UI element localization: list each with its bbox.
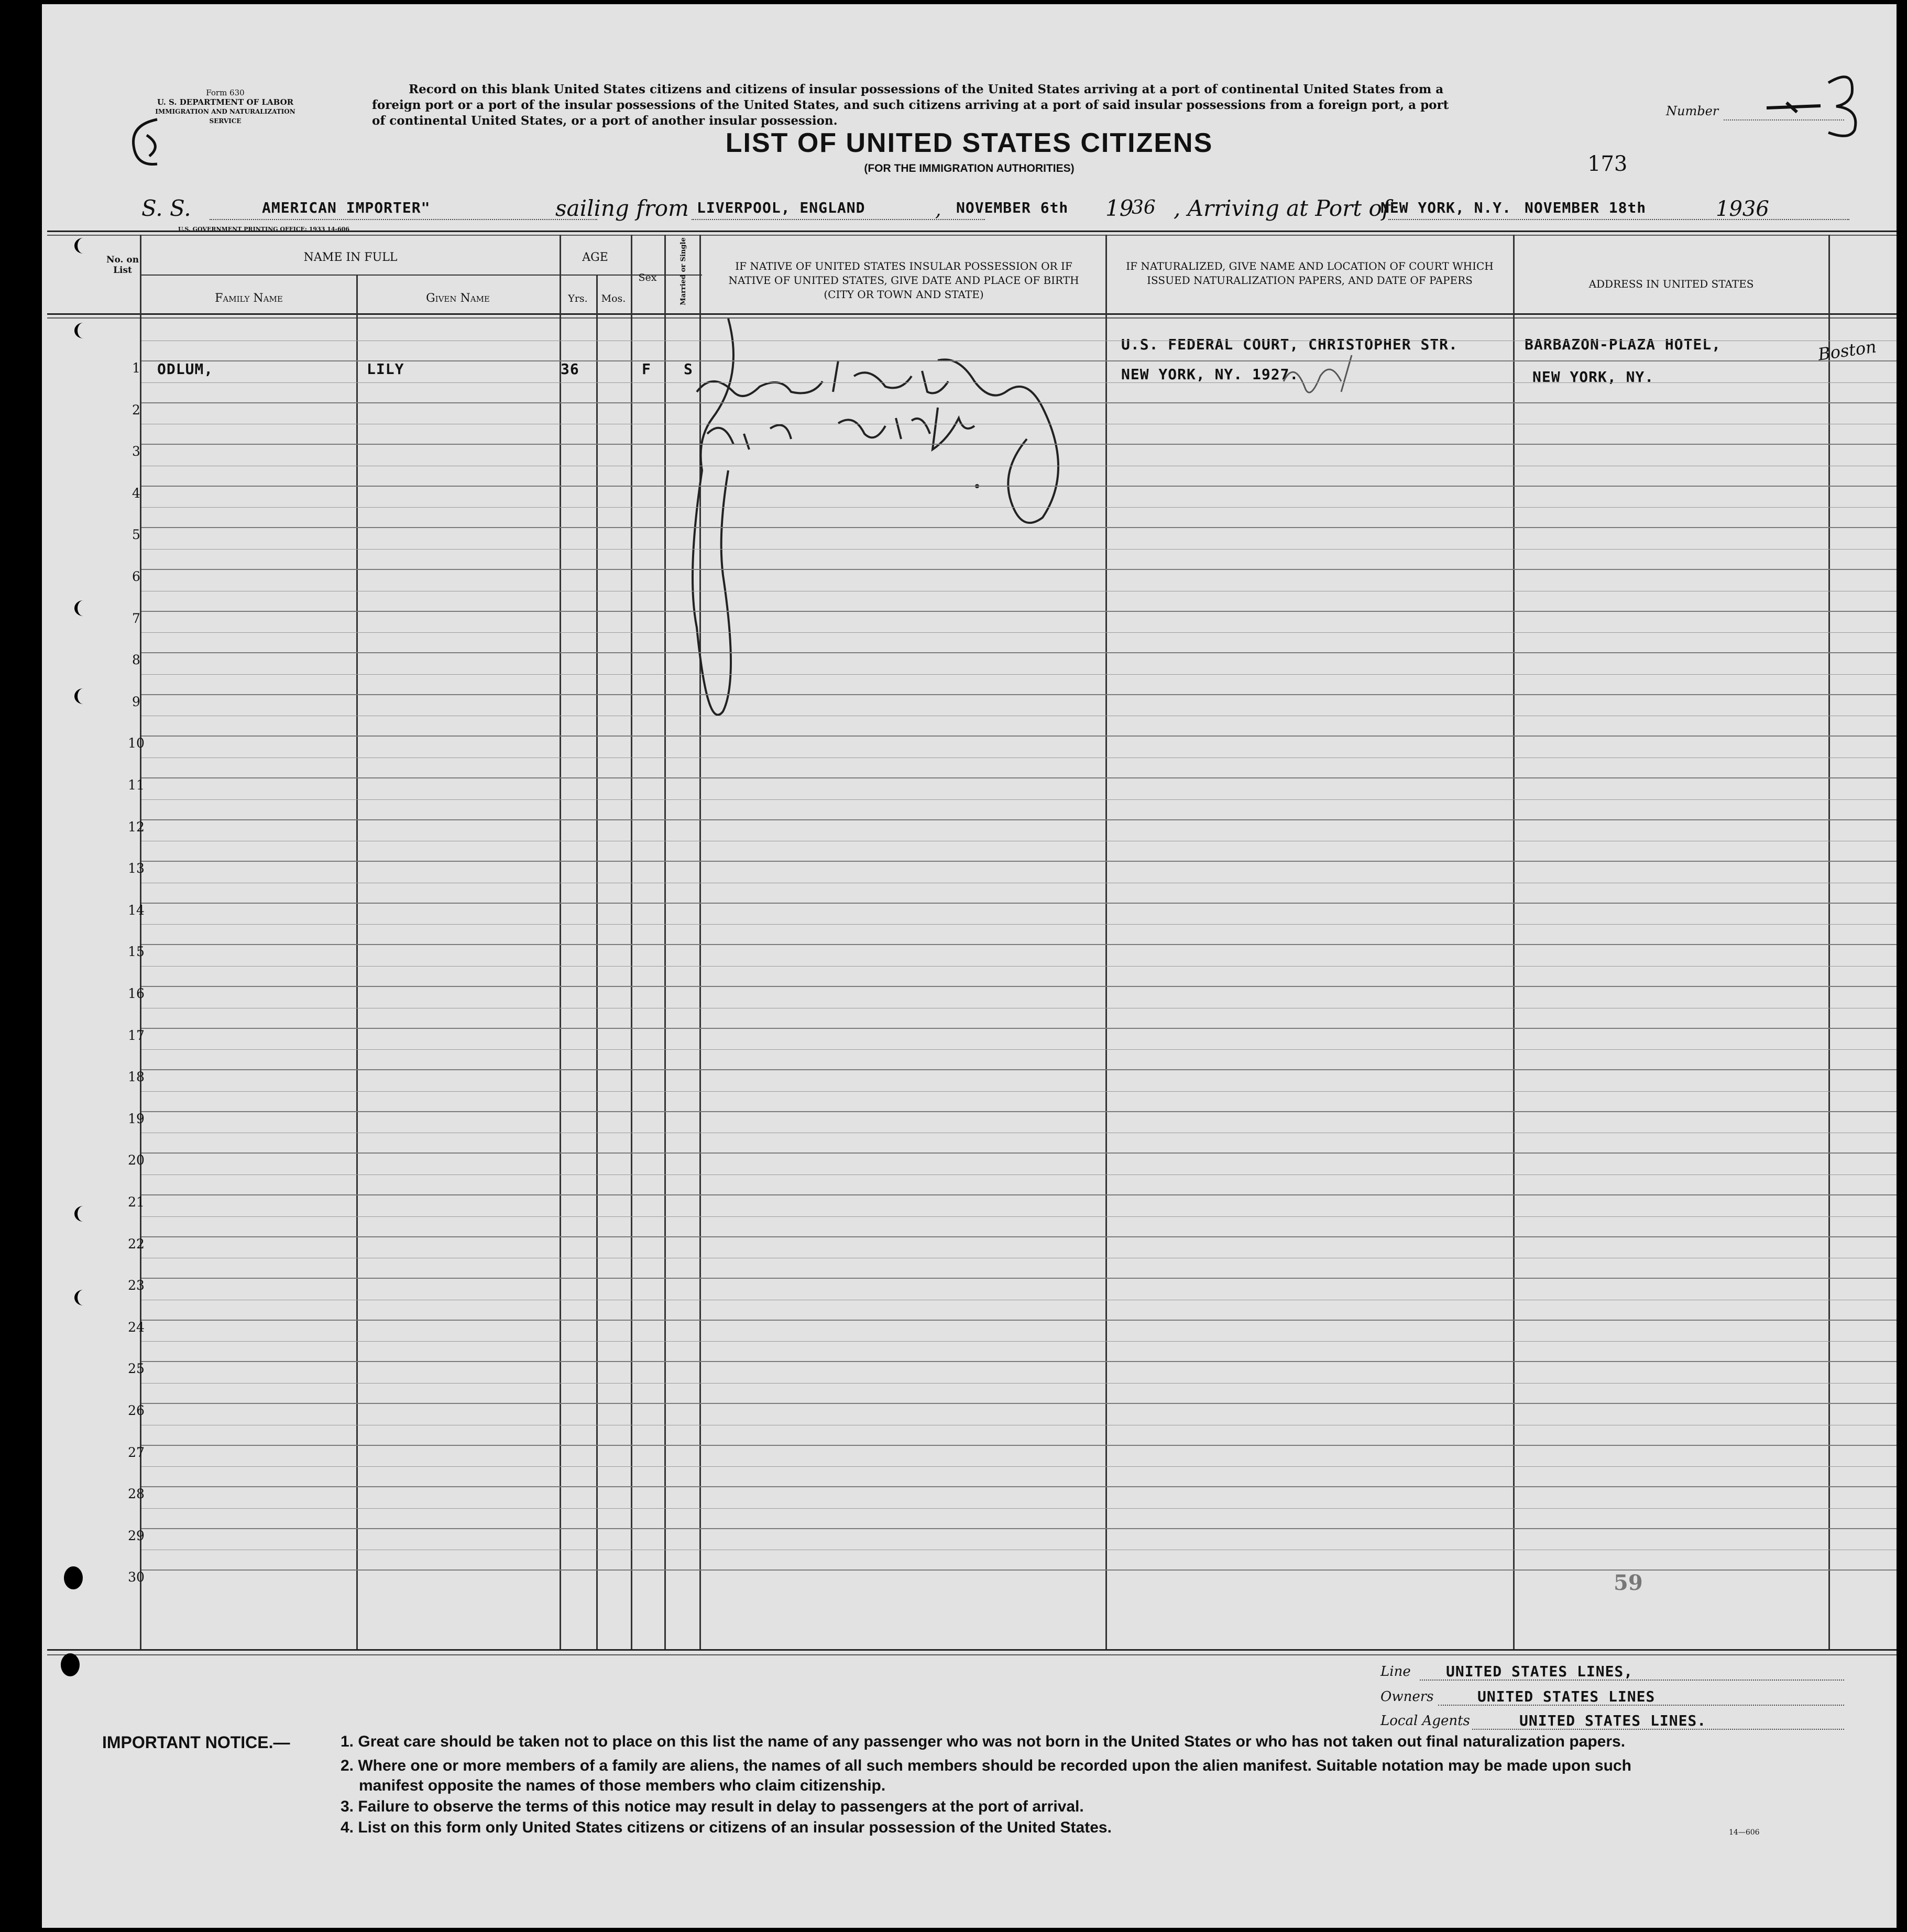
row-rule-thin bbox=[141, 924, 1897, 925]
from-port: LIVERPOOL, ENGLAND bbox=[697, 199, 865, 216]
punch-hole bbox=[74, 323, 92, 338]
row-rule bbox=[141, 1278, 1897, 1279]
table-bottom-rule-inner bbox=[47, 1654, 1897, 1655]
year-prefix: 19 bbox=[1105, 195, 1134, 221]
row-number: 16 bbox=[128, 986, 145, 1001]
arrival-line bbox=[1388, 219, 1849, 220]
row-number: 13 bbox=[128, 861, 145, 876]
row-rule bbox=[141, 652, 1897, 653]
row-number: 8 bbox=[132, 652, 140, 667]
ship-name: AMERICAN IMPORTER" bbox=[262, 199, 431, 216]
row-number: 7 bbox=[132, 611, 140, 626]
row-rule bbox=[141, 402, 1897, 403]
punch-hole bbox=[74, 600, 92, 616]
form-number: Form 630 bbox=[206, 88, 245, 97]
row-rule bbox=[141, 1111, 1897, 1112]
row-rule bbox=[141, 1236, 1897, 1237]
header-given-name: Given Name bbox=[426, 292, 490, 305]
printer-note: U.S. GOVERNMENT PRINTING OFFICE: 1933 14-606 bbox=[178, 226, 350, 233]
col-line-given bbox=[560, 235, 561, 1649]
sailing-from-label: sailing from bbox=[555, 195, 689, 221]
row-rule bbox=[141, 819, 1897, 820]
notice-item-4: 4. List on this form only United States citizens or citizens of an insular possession of the United States. bbox=[341, 1819, 1112, 1836]
ss-label: S. S. bbox=[141, 195, 191, 221]
row-number: 5 bbox=[132, 527, 140, 542]
header-sex: Sex bbox=[638, 272, 657, 283]
header-name-in-full: NAME IN FULL bbox=[303, 251, 398, 264]
comma-separator: , bbox=[935, 199, 941, 221]
row-rule bbox=[141, 569, 1897, 570]
owners-label: Owners bbox=[1380, 1689, 1434, 1705]
header-age: AGE bbox=[582, 251, 608, 264]
header-married-or-single: Married or Single bbox=[679, 237, 687, 305]
row-rule bbox=[141, 1194, 1897, 1195]
row-rule bbox=[141, 527, 1897, 528]
row-rule-thin bbox=[141, 382, 1897, 383]
row-number: 11 bbox=[128, 777, 145, 793]
row-number: 21 bbox=[128, 1194, 145, 1210]
row-number: 15 bbox=[128, 944, 145, 959]
row-rule bbox=[141, 861, 1897, 862]
row-rule bbox=[141, 986, 1897, 987]
punch-hole bbox=[74, 238, 92, 254]
punch-hole bbox=[64, 1566, 83, 1589]
row-number: 19 bbox=[128, 1111, 145, 1126]
row-number: 10 bbox=[128, 736, 145, 751]
row-rule-thin bbox=[141, 632, 1897, 633]
number-strike bbox=[1766, 98, 1823, 114]
notice-item-3: 3. Failure to observe the terms of this notice may result in delay to passengers at the port of arrival. bbox=[341, 1798, 1084, 1815]
row-rule-thin bbox=[141, 1216, 1897, 1217]
row-rule bbox=[141, 444, 1897, 445]
row-rule bbox=[141, 486, 1897, 487]
row-number: 24 bbox=[128, 1320, 145, 1335]
row-rule-thin bbox=[141, 799, 1897, 800]
punch-hole bbox=[74, 1290, 92, 1305]
arriving-label: , Arriving at Port of bbox=[1174, 195, 1390, 221]
manifest-sheet bbox=[42, 4, 1897, 1928]
entry-marital: S bbox=[684, 360, 693, 378]
entry-given-name: LILY bbox=[367, 360, 404, 378]
row-rule bbox=[141, 1320, 1897, 1321]
arrival-year: 1936 bbox=[1716, 197, 1769, 221]
row-number: 4 bbox=[132, 486, 140, 501]
row-number: 29 bbox=[128, 1528, 145, 1543]
notice-item-2: 2. Where one or more members of a family are aliens, the names of all such members should be recorded upon the alien manifest. Suitable notation may be made upon such bbox=[341, 1757, 1631, 1774]
header-naturalized: IF NATURALIZED, GIVE NAME AND LOCATION OF COURT WHICH ISSUED NATURALIZATION PAPERS, AND DATE OF PAPERS bbox=[1126, 260, 1494, 287]
row-rule bbox=[141, 1486, 1897, 1487]
departure-date: NOVEMBER 6th bbox=[956, 199, 1069, 216]
instructions bbox=[372, 82, 1619, 129]
header-married-wrap bbox=[668, 239, 696, 312]
row-number: 18 bbox=[128, 1069, 145, 1084]
page-title: LIST OF UNITED STATES CITIZENS bbox=[725, 128, 1213, 158]
table-top-rule bbox=[47, 230, 1897, 232]
header-native: IF NATIVE OF UNITED STATES INSULAR POSSESSION OR IF NATIVE OF UNITED STATES, GIVE DATE AND PLACE OF BIRTH (CITY OR TOWN AND STATE) bbox=[728, 260, 1079, 301]
department-name: U. S. DEPARTMENT OF LABOR bbox=[157, 97, 294, 107]
handwritten-initials bbox=[1273, 350, 1367, 413]
row-rule-thin bbox=[141, 1091, 1897, 1092]
header-yrs: Yrs. bbox=[568, 293, 588, 304]
entry-age-yrs: 36 bbox=[561, 360, 579, 378]
row-rule bbox=[141, 1028, 1897, 1029]
page-subtitle: (FOR THE IMMIGRATION AUTHORITIES) bbox=[864, 162, 1075, 174]
row-rule bbox=[141, 694, 1897, 695]
row-rule-thin bbox=[141, 1341, 1897, 1342]
entry-court-line1: U.S. FEDERAL COURT, CHRISTOPHER STR. bbox=[1121, 336, 1458, 353]
notice-item-2-cont: manifest opposite the names of those members who claim citizenship. bbox=[359, 1777, 886, 1794]
row-rule bbox=[141, 777, 1897, 778]
entry-address-line1: BARBAZON-PLAZA HOTEL, bbox=[1525, 336, 1722, 353]
page-number: 173 bbox=[1587, 152, 1628, 176]
punch-hole bbox=[61, 1653, 80, 1676]
margin-note: Boston bbox=[1816, 336, 1878, 365]
line-value: UNITED STATES LINES, bbox=[1446, 1663, 1634, 1680]
subheader-rule bbox=[141, 275, 702, 276]
row-number: 12 bbox=[128, 819, 145, 835]
row-number: 30 bbox=[128, 1569, 145, 1585]
row-number: 22 bbox=[128, 1236, 145, 1252]
row-rule bbox=[141, 1528, 1897, 1529]
row-number: 20 bbox=[128, 1152, 145, 1168]
header-no-on-list: No. on List bbox=[106, 255, 139, 276]
form-identifier bbox=[147, 88, 304, 126]
col-line-yrs bbox=[596, 275, 598, 1649]
header-mos: Mos. bbox=[601, 293, 626, 304]
row-number: 6 bbox=[132, 569, 140, 584]
row-rule bbox=[141, 1069, 1897, 1070]
col-line-address bbox=[1828, 235, 1830, 1649]
entry-family-name: ODLUM, bbox=[157, 360, 214, 378]
owners-value: UNITED STATES LINES bbox=[1477, 1688, 1656, 1705]
entry-sex: F bbox=[642, 360, 651, 378]
row-number: 25 bbox=[128, 1361, 145, 1376]
row-rule bbox=[141, 1445, 1897, 1446]
row-rule bbox=[141, 1569, 1897, 1571]
col-line-mos bbox=[631, 235, 632, 1649]
row-rule bbox=[141, 944, 1897, 945]
row-rule-thin bbox=[141, 966, 1897, 967]
ship-line bbox=[210, 219, 597, 220]
table-bottom-rule bbox=[47, 1649, 1897, 1651]
row-number: 14 bbox=[128, 903, 145, 918]
arrival-port: NEW YORK, N.Y. bbox=[1380, 199, 1512, 216]
entry-court-line2: NEW YORK, NY. 1927. bbox=[1121, 366, 1299, 383]
row-rule-thin bbox=[141, 1049, 1897, 1050]
row-rule bbox=[141, 903, 1897, 904]
row-number: 17 bbox=[128, 1028, 145, 1043]
entry-address-line2: NEW YORK, NY. bbox=[1532, 368, 1654, 386]
row-rule-thin bbox=[141, 549, 1897, 550]
row-rule bbox=[141, 1152, 1897, 1154]
arrival-date: NOVEMBER 18th bbox=[1525, 199, 1647, 216]
number-label: Number bbox=[1666, 104, 1719, 118]
row-rule-thin bbox=[141, 1174, 1897, 1175]
punch-hole bbox=[74, 688, 92, 704]
line-label: Line bbox=[1380, 1664, 1411, 1679]
departure-year: 36 bbox=[1132, 197, 1156, 218]
handwritten-signature bbox=[665, 313, 1137, 732]
row-rule bbox=[141, 1361, 1897, 1362]
row-number: 9 bbox=[132, 694, 140, 709]
col-line-naturalized bbox=[1513, 235, 1515, 1649]
row-number: 28 bbox=[128, 1486, 145, 1501]
instruction-line: Record on this blank United States citizens and citizens of insular possessions of the United States arriving at a port of continental United States from a bbox=[409, 82, 1444, 96]
punch-hole bbox=[74, 1206, 92, 1222]
notice-title: IMPORTANT NOTICE.— bbox=[102, 1733, 290, 1752]
row-rule-thin bbox=[141, 674, 1897, 675]
row-rule-thin bbox=[141, 1466, 1897, 1467]
agents-label: Local Agents bbox=[1380, 1713, 1470, 1729]
row-rule bbox=[141, 360, 1897, 361]
row-number: 2 bbox=[132, 402, 140, 418]
row-number: 23 bbox=[128, 1278, 145, 1293]
table-top-rule-inner bbox=[47, 235, 1897, 236]
row-number: 1 bbox=[132, 360, 140, 376]
row-rule bbox=[141, 1403, 1897, 1404]
row-number: 26 bbox=[128, 1403, 145, 1418]
row-rule bbox=[141, 611, 1897, 612]
stamp-number: 59 bbox=[1614, 1571, 1643, 1595]
row-rule-thin bbox=[141, 1508, 1897, 1509]
notice-item-1: 1. Great care should be taken not to place on this list the name of any passenger who was not born in the United States or who has not taken out final naturalization papers. bbox=[341, 1733, 1626, 1750]
instruction-line: foreign port or a port of the insular possessions of the United States, and such citizens arriving at a port of said insular possessions from a foreign port, a port bbox=[372, 98, 1449, 112]
row-number: 27 bbox=[128, 1445, 145, 1460]
agents-value: UNITED STATES LINES. bbox=[1519, 1712, 1707, 1729]
row-rule-thin bbox=[141, 1383, 1897, 1384]
service-name: IMMIGRATION AND NATURALIZATION SERVICE bbox=[155, 108, 295, 125]
form-code: 14—606 bbox=[1729, 1828, 1760, 1837]
row-number: 3 bbox=[132, 444, 140, 459]
header-family-name: Family Name bbox=[215, 292, 283, 305]
row-rule-thin bbox=[141, 507, 1897, 508]
row-rule bbox=[141, 736, 1897, 737]
col-line-family bbox=[356, 275, 358, 1649]
instruction-line: of continental United States, or a port of another insular possession. bbox=[372, 114, 838, 128]
header-address: ADDRESS IN UNITED STATES bbox=[1588, 278, 1754, 290]
